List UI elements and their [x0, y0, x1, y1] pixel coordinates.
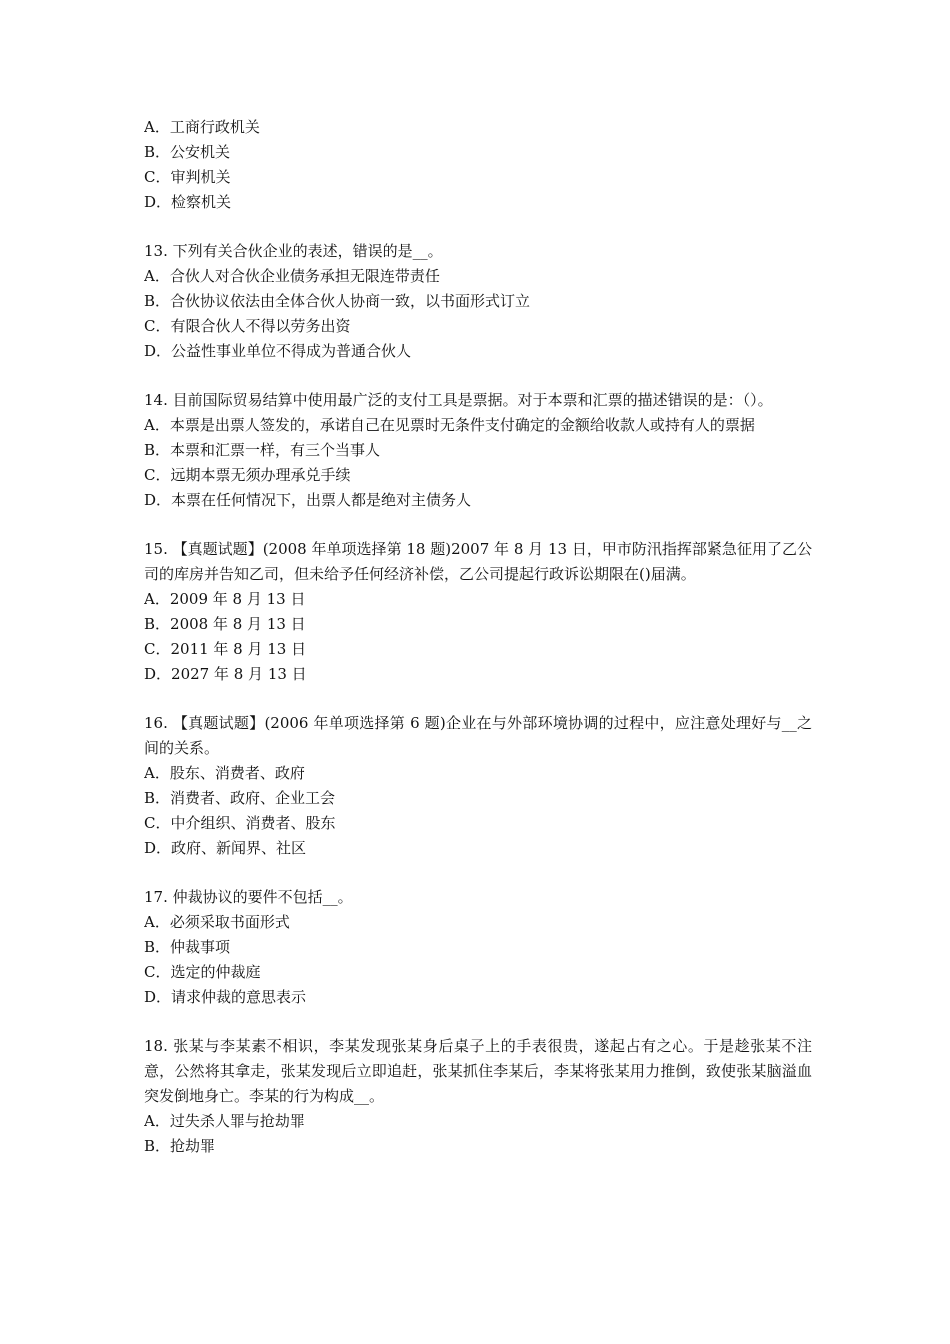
question-13	[144, 239, 812, 364]
option-b: B．合伙协议依法由全体合伙人协商一致，以书面形式订立	[144, 292, 531, 310]
question-stem: 14. 目前国际贸易结算中使用最广泛的支付工具是票据。对于本票和汇票的描述错误的是：（）。	[144, 391, 773, 409]
option-d: D．请求仲裁的意思表示	[144, 988, 307, 1006]
option-c: C．2011 年 8 月 13 日	[144, 640, 307, 658]
option-d: D．2027 年 8 月 13 日	[144, 665, 307, 683]
option-a: A．必须采取书面形式	[144, 913, 290, 931]
document-page	[144, 115, 812, 1159]
option-c: C．中介组织、消费者、股东	[144, 814, 336, 832]
option-d: D．政府、新闻界、社区	[144, 839, 307, 857]
question-14	[144, 388, 812, 513]
option-b: B．公安机关	[144, 143, 231, 161]
option-d: D．检察机关	[144, 193, 232, 211]
option-a: A．2009 年 8 月 13 日	[144, 590, 306, 608]
question-stem: 16. 【真题试题】(2006 年单项选择第 6 题)企业在与外部环境协调的过程中，应注意处理好与__之间的关系。	[144, 714, 812, 757]
option-d: D．公益性事业单位不得成为普通合伙人	[144, 342, 412, 360]
question-17	[144, 885, 812, 1010]
question-block-continued	[144, 115, 812, 215]
option-d: D．本票在任何情况下，出票人都是绝对主债务人	[144, 491, 472, 509]
question-stem: 13. 下列有关合伙企业的表述，错误的是__。	[144, 242, 443, 260]
option-b: B．2008 年 8 月 13 日	[144, 615, 306, 633]
option-c: C．选定的仲裁庭	[144, 963, 261, 981]
option-a: A．股东、消费者、政府	[144, 764, 305, 782]
option-c: C．远期本票无须办理承兑手续	[144, 466, 351, 484]
option-b: B．本票和汇票一样，有三个当事人	[144, 441, 381, 459]
question-stem: 18. 张某与李某素不相识，李某发现张某身后桌子上的手表很贵，遂起占有之心。于是趁张某不注意，公然将其拿走，张某发现后立即追赶，张某抓住李某后，李某将张某用力推倒，致使张某脑溢血突发倒地身亡。李某的行为构成__。	[144, 1037, 812, 1105]
question-18	[144, 1034, 812, 1159]
question-15	[144, 537, 812, 687]
option-a: A．过失杀人罪与抢劫罪	[144, 1112, 305, 1130]
option-c: C．有限合伙人不得以劳务出资	[144, 317, 351, 335]
option-b: B．仲裁事项	[144, 938, 231, 956]
option-a: A．本票是出票人签发的，承诺自己在见票时无条件支付确定的金额给收款人或持有人的票据	[144, 416, 755, 434]
option-a: A．工商行政机关	[144, 118, 260, 136]
question-16	[144, 711, 812, 861]
option-b: B．消费者、政府、企业工会	[144, 789, 336, 807]
question-stem: 15. 【真题试题】(2008 年单项选择第 18 题)2007 年 8 月 13 日，甲市防汛指挥部紧急征用了乙公司的库房并告知乙司，但未给予任何经济补偿，乙公司提起行政诉讼期限在()届满。	[144, 540, 812, 583]
option-c: C．审判机关	[144, 168, 231, 186]
option-b: B．抢劫罪	[144, 1137, 216, 1155]
question-stem: 17. 仲裁协议的要件不包括__。	[144, 888, 353, 906]
option-a: A．合伙人对合伙企业债务承担无限连带责任	[144, 267, 440, 285]
